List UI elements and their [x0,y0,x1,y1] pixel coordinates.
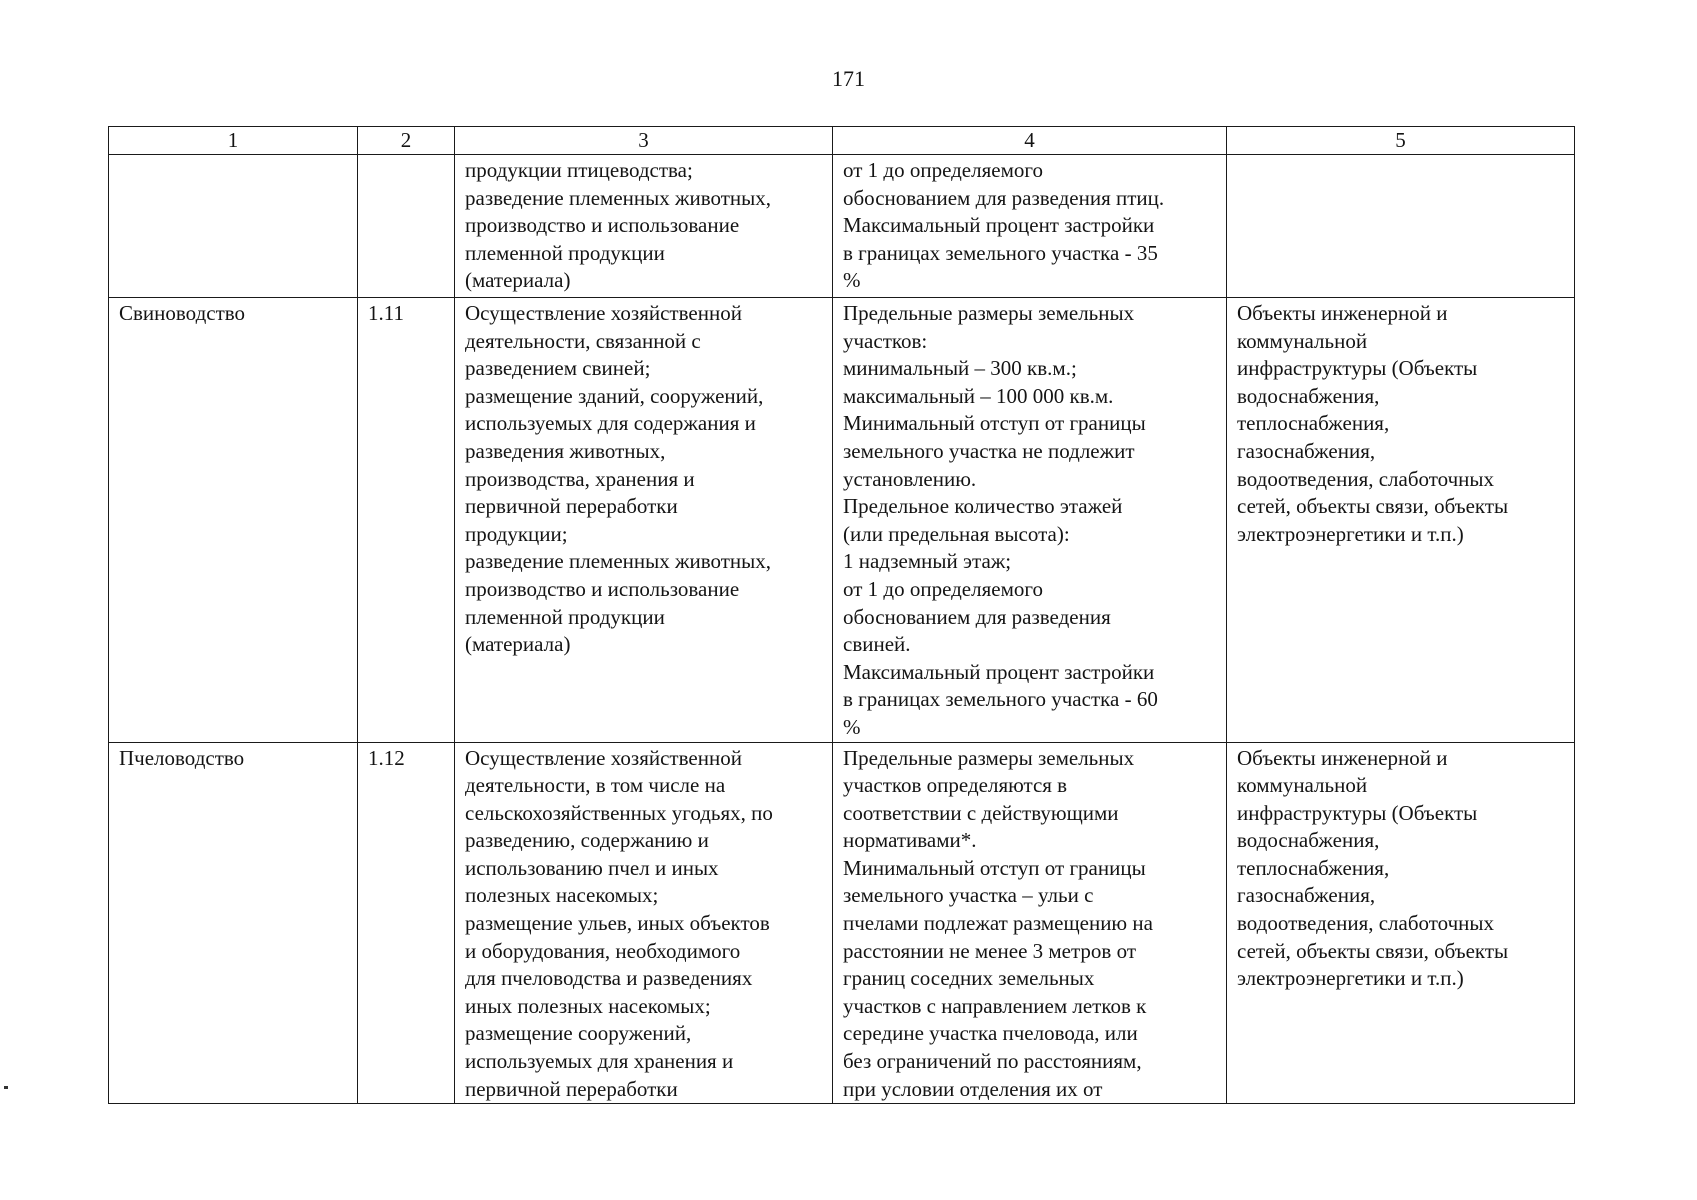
cell-text-line: электроэнергетики и т.п.) [1237,966,1464,991]
cell-text-line: Минимальный отступ от границы [843,411,1146,436]
cell-text-line: Минимальный отступ от границы [843,855,1146,880]
cell-text-line: расстоянии не менее 3 метров от [843,938,1136,963]
cell-text-line: Предельное количество этажей [843,494,1123,519]
cell-text-line: водоснабжения, [1237,383,1380,408]
cell-text-line: участков с направлением летков к [843,993,1147,1018]
cell-text-line: (материала) [465,268,571,293]
cell-text-line: в границах земельного участка - 60 [843,687,1158,712]
cell-text-line: используемых для содержания и [465,411,756,436]
cell-text-line: размещение сооружений, [465,1021,692,1046]
cell-text-line: производства, хранения и [465,466,695,491]
parameters-cell [833,742,1227,1104]
cell-text-line: сельскохозяйственных угодьях, по [465,800,773,825]
use-type-cell [109,298,358,743]
cell-text-line: земельного участка – ульи с [843,883,1094,908]
cell-text-line: Объекты инженерной и [1237,745,1448,770]
cell-text-line: водоотведения, слаботочных [1237,466,1495,491]
auxiliary-objects-cell [1227,742,1575,1104]
cell-text-line: 1.12 [368,745,405,770]
cell-text-line: разведения животных, [465,438,666,463]
cell-text-line: для пчеловодства и разведениях [465,966,753,991]
page-number: 171 [832,66,865,91]
cell-text-line: участков: [843,328,928,353]
description-cell [455,742,833,1104]
cell-text-line: от 1 до определяемого [843,158,1043,182]
cell-text-line: Осуществление хозяйственной [465,745,742,770]
cell-text-line: сетей, объекты связи, объекты [1237,494,1509,519]
cell-text-line: Предельные размеры земельных [843,301,1135,325]
parameters-cell [833,155,1227,298]
cell-text-line: Объекты инженерной и [1237,301,1448,325]
cell-text-line: производство и использование [465,576,740,601]
cell-text-line: инфраструктуры (Объекты [1237,356,1478,381]
table-row-svinovodstvo [109,298,1575,743]
cell-text-line: размещение зданий, сооружений, [465,383,764,408]
cell-text-line: Пчеловодство [119,745,245,770]
cell-text-line: нормативами*. [843,828,977,853]
header-row [109,127,1575,155]
cell-text-line: коммунальной [1237,773,1368,798]
parameters-cell [833,298,1227,743]
cell-text-line: (материала) [465,632,571,657]
cell-text-line: газоснабжения, [1237,883,1376,908]
cell-text-line: коммунальной [1237,328,1368,353]
cell-text-line: иных полезных насекомых; [465,993,711,1018]
cell-text-line: от 1 до определяемого [843,576,1043,601]
use-type-cell [109,742,358,1104]
cell-text-line: теплоснабжения, [1237,411,1390,436]
cell-text-line: Предельные размеры земельных [843,745,1135,770]
column-header-4: 4 [833,127,1227,155]
cell-text-line: сетей, объекты связи, объекты [1237,938,1509,963]
cell-text-line: (или предельная высота): [843,521,1070,546]
cell-text-line: разведение племенных животных, [465,549,772,574]
cell-text-line: используемых для хранения и [465,1049,734,1074]
cell-text-line: в границах земельного участка - 35 [843,240,1158,265]
cell-text-line: Свиноводство [119,301,246,325]
cell-text-line: % [843,714,861,739]
cell-text-line: без ограничений по расстояниям, [843,1049,1142,1074]
cell-text-line: разведение племенных животных, [465,185,772,210]
auxiliary-objects-cell [1227,298,1575,743]
cell-text-line: водоотведения, слаботочных [1237,911,1495,936]
cell-text-line: Максимальный процент застройки [843,659,1155,684]
cell-text-line: Осуществление хозяйственной [465,301,742,325]
cell-text-line: земельного участка не подлежит [843,438,1135,463]
use-type-cell [109,155,358,298]
column-header-1: 1 [109,127,358,155]
cell-text-line: 1.11 [368,301,404,325]
cell-text-line: и оборудования, необходимого [465,938,741,963]
column-header-5: 5 [1227,127,1575,155]
cell-text-line: деятельности, связанной с [465,328,701,353]
cell-text-line: пчелами подлежат размещению на [843,911,1153,936]
cell-text-line: полезных насекомых; [465,883,659,908]
cell-text-line: разведением свиней; [465,356,651,381]
cell-text-line: племенной продукции [465,604,665,629]
cell-text-line: при условии отделения их от [843,1076,1103,1101]
cell-text-line: инфраструктуры (Объекты [1237,800,1478,825]
cell-text-line: водоснабжения, [1237,828,1380,853]
cell-text-line: продукции птицеводства; [465,158,693,182]
description-cell [455,298,833,743]
cell-text-line: участков определяются в [843,773,1068,798]
cell-text-line: электроэнергетики и т.п.) [1237,521,1464,546]
cell-text-line: племенной продукции [465,240,665,265]
cell-text-line: теплоснабжения, [1237,855,1390,880]
description-cell [455,155,833,298]
cell-text-line: % [843,268,861,293]
cell-text-line: установлению. [843,466,977,491]
cell-text-line: разведению, содержанию и [465,828,709,853]
cell-text-line: 1 надземный этаж; [843,549,1012,574]
land-use-table [108,126,1575,1104]
scan-artifact [4,1086,8,1089]
table-row-continuation [109,155,1575,298]
cell-text-line: обоснованием для разведения птиц. [843,185,1165,210]
cell-text-line: первичной переработки [465,1076,678,1101]
cell-text-line: максимальный – 100 000 кв.м. [843,383,1114,408]
code-cell [358,742,455,1104]
column-header-2: 2 [358,127,455,155]
column-header-3: 3 [455,127,833,155]
cell-text-line: деятельности, в том числе на [465,773,726,798]
cell-text-line: свиней. [843,632,911,657]
auxiliary-objects-cell [1227,155,1575,298]
cell-text-line: минимальный – 300 кв.м.; [843,356,1077,381]
cell-text-line: размещение ульев, иных объектов [465,911,770,936]
cell-text-line: продукции; [465,521,568,546]
cell-text-line: первичной переработки [465,494,678,519]
cell-text-line: производство и использование [465,213,740,238]
cell-text-line: обоснованием для разведения [843,604,1111,629]
cell-text-line: границ соседних земельных [843,966,1095,991]
code-cell [358,155,455,298]
cell-text-line: Максимальный процент застройки [843,213,1155,238]
cell-text-line: середине участка пчеловода, или [843,1021,1138,1046]
table-row-pchelovodstvo [109,742,1575,1104]
code-cell [358,298,455,743]
cell-text-line: соответствии с действующими [843,800,1119,825]
cell-text-line: использованию пчел и иных [465,855,719,880]
cell-text-line: газоснабжения, [1237,438,1376,463]
